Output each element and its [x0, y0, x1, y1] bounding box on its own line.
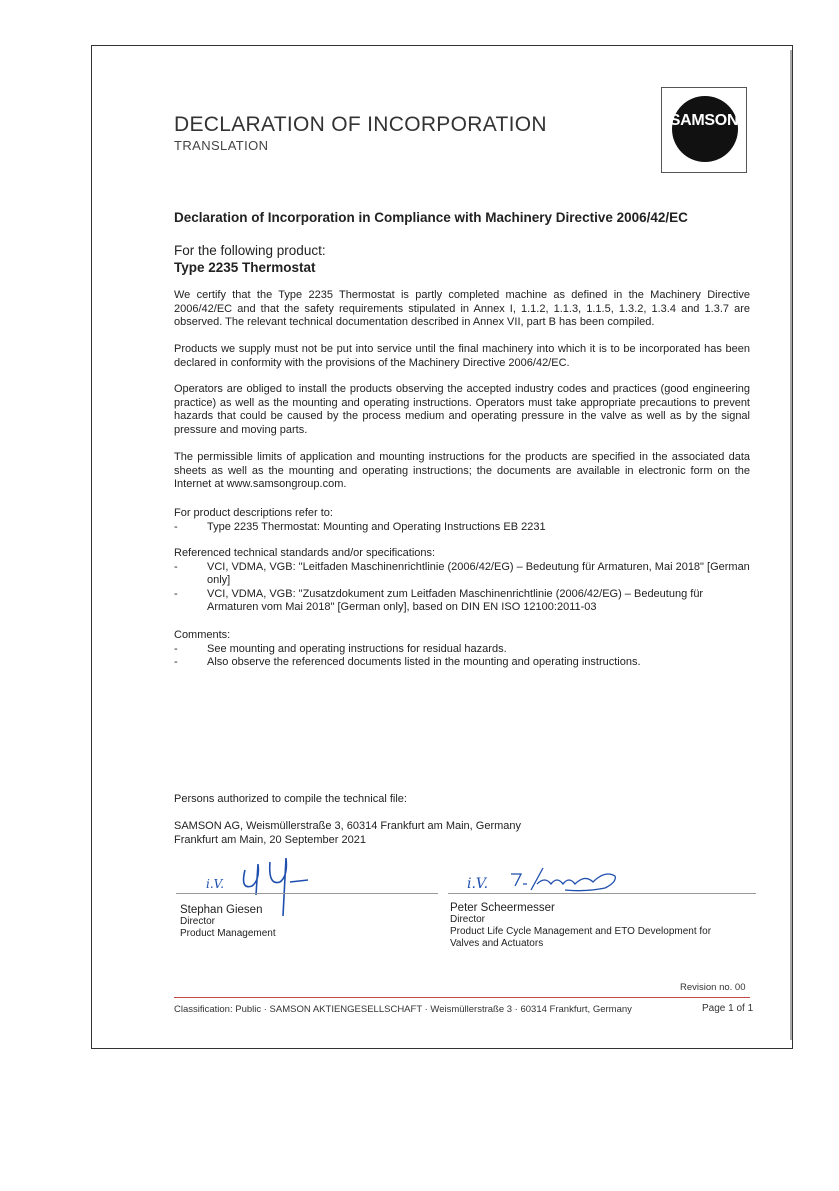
- product-descriptions: [174, 507, 754, 534]
- signatory-scheermesser: [450, 902, 740, 950]
- document-title: DECLARATION OF INCORPORATION: [174, 113, 547, 136]
- paragraph-limits: The permissible limits of application and mounting instructions for the products are specified in the associated data sheets as well as the mounting and operating instructions; the documents are available in electronic form on the Internet at www.samsongroup.com.: [174, 451, 750, 490]
- declaration-heading: Declaration of Incorporation in Compliance with Machinery Directive 2006/42/EC: [174, 210, 688, 225]
- list-item: - VCI, VDMA, VGB: "Leitfaden Maschinenrichtlinie (2006/42/EG) – Bedeutung für Armaturen, Mai 2018" [German only]: [174, 560, 750, 586]
- paragraph-service: Products we supply must not be put into service until the final machinery into which it is to be incorporated has been declared in conformity with the provisions of the Machinery Directive 2006/42/EC.: [174, 343, 750, 369]
- paragraph-operators: Operators are obliged to install the products observing the accepted industry codes and practices (good engineering practice) as well as the mounting and operating instructions. Operators must take appropriate precautions to prevent hazards that could be caused by the process medium and operating pressure in the valve as well as by the signal pressure and moving parts.: [174, 383, 750, 436]
- product-name: Type 2235 Thermostat: [174, 260, 316, 275]
- product-descriptions-label: For product descriptions refer to:: [174, 507, 333, 519]
- document-subtitle: TRANSLATION: [174, 138, 269, 153]
- authorized-address: SAMSON AG, Weismüllerstraße 3, 60314 Frankfurt am Main, Germany Frankfurt am Main, 20 September 2021: [174, 820, 522, 846]
- standards-label: Referenced technical standards and/or specifications:: [174, 547, 436, 559]
- samson-logo: [661, 87, 747, 173]
- signatory-giesen: [180, 904, 276, 940]
- comments: [174, 629, 754, 670]
- list-item: - Also observe the referenced documents listed in the mounting and operating instructions.: [174, 656, 641, 668]
- list-item: - VCI, VDMA, VGB: "Zusatzdokument zum Leitfaden Maschinenrichtlinie (2006/42/EG) – Bedeutung für Armaturen vom Mai 2018" [German only], based on DIN EN ISO 12100:2011-03: [174, 587, 704, 613]
- signature-scheermesser: [465, 862, 635, 902]
- paragraph-certify: We certify that the Type 2235 Thermostat is partly completed machine as defined in the Machinery Directive 2006/42/EC and that the safety requirements stipulated in Annex I, 1.1.2, 1.1.3, 1.1.5, 1.3.2, 1.3.4 and 1.3.7 are observed. The relevant technical documentation described in Annex VII, part B has been compiled.: [174, 289, 750, 328]
- comments-label: Comments:: [174, 629, 231, 641]
- signatory-name: Stephan Giesen: [180, 904, 263, 916]
- footer-classification: Classification: Public · SAMSON AKTIENGESELLSCHAFT · Weismüllerstraße 3 · 60314 Frankfurt, Germany: [174, 1004, 632, 1015]
- authorized-label: Persons authorized to compile the technical file:: [174, 793, 407, 805]
- signature-line-2: [448, 893, 756, 894]
- signatory-title: Director: [180, 916, 216, 927]
- signatory-name: Peter Scheermesser: [450, 902, 555, 914]
- list-item: - Type 2235 Thermostat: Mounting and Operating Instructions EB 2231: [174, 520, 546, 533]
- signatory-title: Director: [450, 914, 486, 925]
- revision-number: Revision no. 00: [680, 982, 746, 993]
- logo-text: SAMSON: [669, 112, 739, 129]
- signature-prefix: i.V.: [467, 876, 489, 892]
- signatory-department: Product Management: [180, 928, 276, 939]
- product-label: For the following product:: [174, 243, 326, 258]
- page-number: Page 1 of 1: [702, 1003, 754, 1014]
- signature-line-1: [176, 893, 438, 894]
- list-item: - See mounting and operating instructions for residual hazards.: [174, 642, 507, 655]
- signature-prefix: i.V.: [206, 877, 225, 891]
- frame-shadow: [790, 50, 792, 1040]
- referenced-standards: [174, 547, 754, 615]
- footer-rule: [174, 997, 750, 998]
- signatory-department: Product Life Cycle Management and ETO Development for Valves and Actuators: [450, 926, 712, 949]
